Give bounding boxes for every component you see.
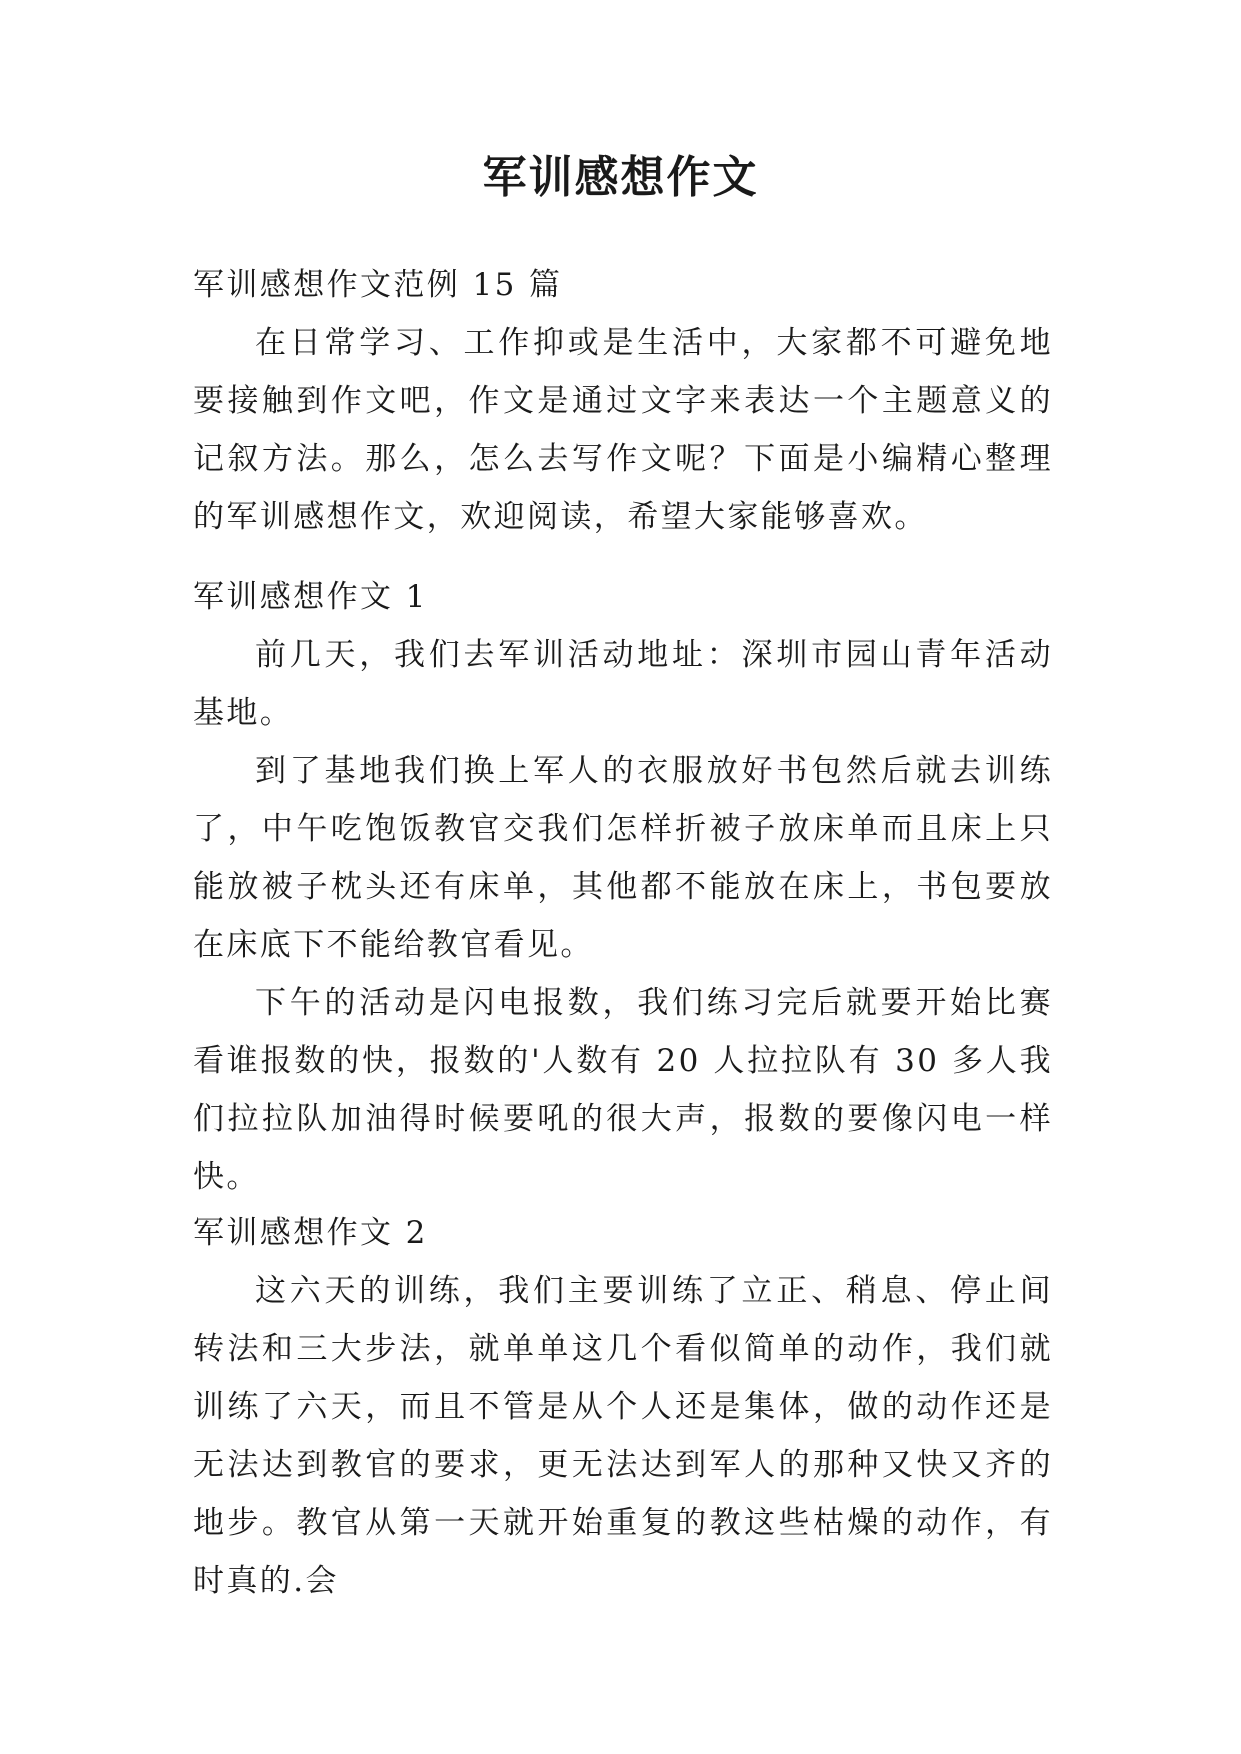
essay-1-paragraph-1: 前几天，我们去军训活动地址：深圳市园山青年活动基地。 [193, 637, 1053, 731]
essay-1-paragraph-2: 到了基地我们换上军人的衣服放好书包然后就去训练了，中午吃饱饭教官交我们怎样折被子放床单而且床上只能放被子枕头还有床单，其他都不能放在床上，书包要放在床底下不能给教官看见。 [193, 753, 1053, 963]
essay-2-section [193, 1204, 1053, 1610]
essay-1-paragraph-3: 下午的活动是闪电报数，我们练习完后就要开始比赛看谁报数的快，报数的'人数有 20 人拉拉队有 30 多人我们拉拉队加油得时候要吼的很大声，报数的要像闪电一样快。 [193, 985, 1053, 1195]
document-subtitle: 军训感想作文范例 15 篇 [193, 267, 563, 303]
essay-1-section [193, 568, 1053, 1206]
intro-section [193, 256, 1053, 546]
document-title: 军训感想作文 [482, 152, 759, 203]
essay-1-heading: 军训感想作文 1 [193, 579, 428, 615]
essay-2-paragraph-1: 这六天的训练，我们主要训练了立正、稍息、停止间转法和三大步法，就单单这几个看似简单的动作，我们就训练了六天，而且不管是从个人还是集体，做的动作还是无法达到教官的要求，更无法达到军人的那种又快又齐的地步。教官从第一天就开始重复的教这些枯燥的动作，有时真的.会 [193, 1273, 1053, 1599]
essay-2-heading: 军训感想作文 2 [193, 1215, 428, 1251]
intro-paragraph: 在日常学习、工作抑或是生活中，大家都不可避免地要接触到作文吧，作文是通过文字来表达一个主题意义的记叙方法。那么，怎么去写作文呢？下面是小编精心整理的军训感想作文，欢迎阅读，希望大家能够喜欢。 [193, 325, 1053, 535]
